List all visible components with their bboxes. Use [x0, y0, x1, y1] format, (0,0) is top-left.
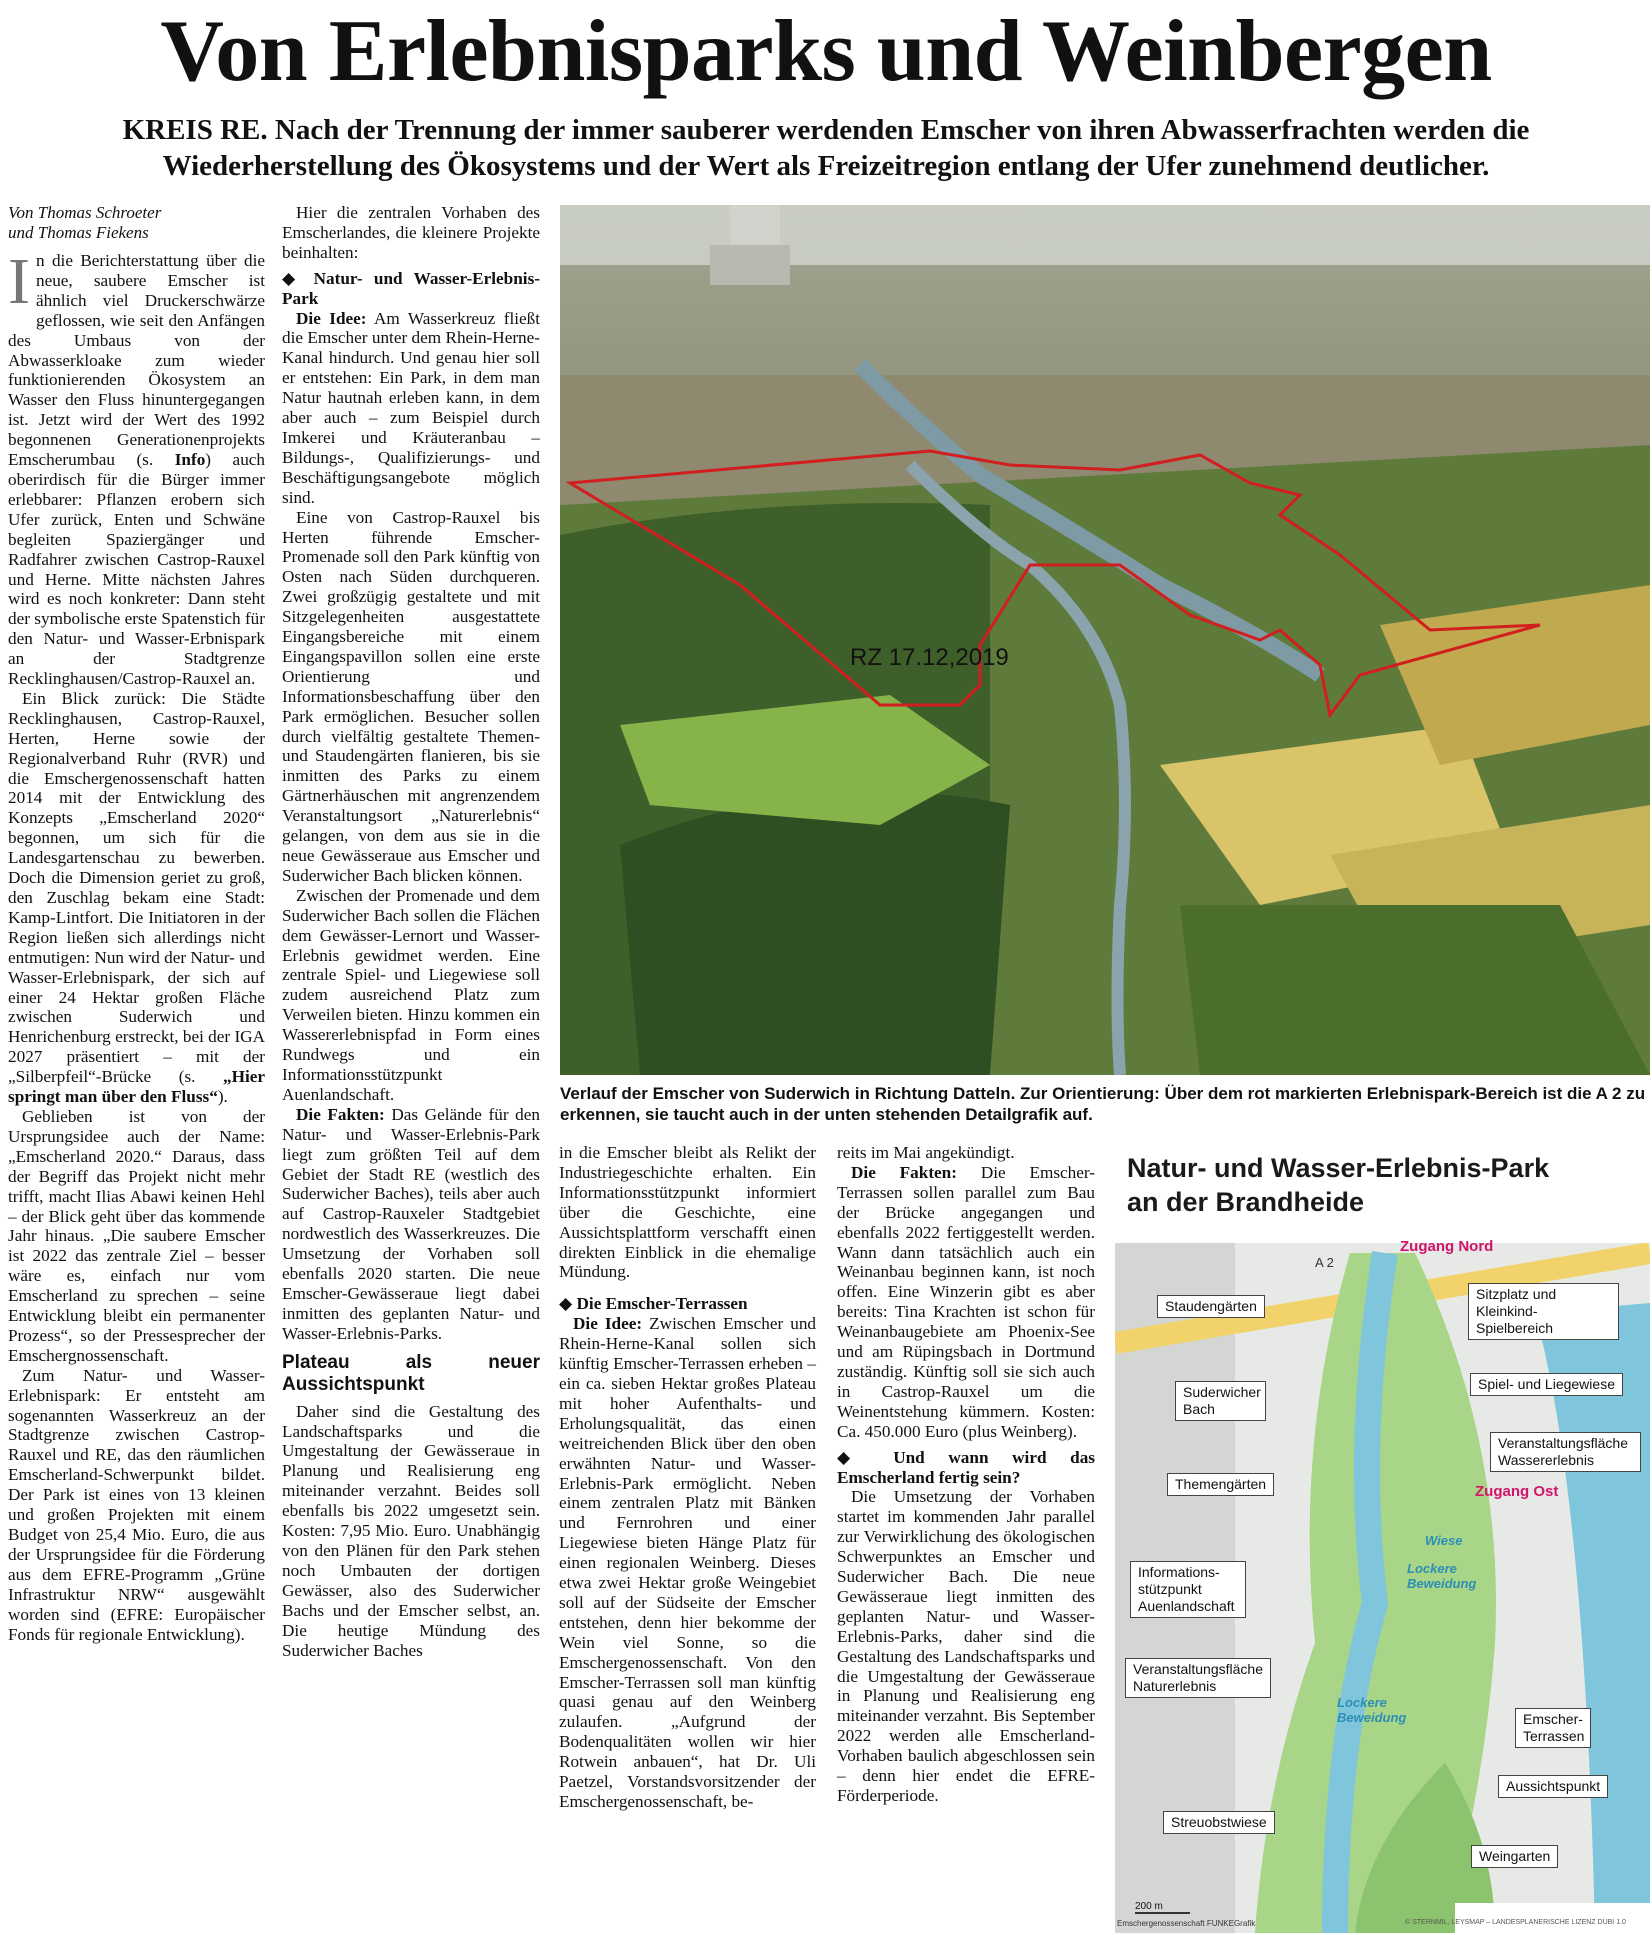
park-map	[1115, 1143, 1650, 1933]
map-source: © STERNMIL, LEYSMAP – LANDESPLANERISCHE LIZENZ DUBI 1.0	[1405, 1919, 1626, 1926]
zugang-ost-label: Zugang Ost	[1475, 1483, 1559, 1500]
label-weingarten: Weingarten	[1471, 1845, 1558, 1868]
label-spielwiese: Spiel- und Liegewiese	[1470, 1373, 1623, 1396]
map-credit: Emschergenossenschaft FUNKEGrafik	[1117, 1919, 1256, 1928]
label-themengaerten: Themengärten	[1167, 1473, 1274, 1496]
subheading: Plateau als neuer Aussichtspunkt	[282, 1351, 540, 1395]
section-heading: ◆ Die Emscher-Terrassen	[559, 1294, 748, 1314]
scale-bar: 200 m	[1135, 1901, 1190, 1914]
label-sitzplatz: Sitzplatz und Kleinkind-Spielbereich	[1468, 1283, 1619, 1340]
label-streuobstwiese: Streuobstwiese	[1163, 1811, 1275, 1834]
paragraph: Die Idee: Am Wasserkreuz fließt die Emscher unter dem Rhein-Herne-Kanal hindurch. Und genau hier soll er entstehen: Ein Park, in dem man Natur hautnah erleben kann, in dem aber auch – zum Beispiel durch Imkerei und Kräuteranbau – Bildungs-, Qualifizierungs- und Beschäftigungsangebote möglich sind.	[282, 308, 540, 507]
aerial-photo	[560, 205, 1650, 1075]
paragraph: Ein Blick zurück: Die Städte Recklinghausen, Castrop-Rauxel, Herten, Herne sowie der Regionalverband Ruhr (RVR) und die Emschergenossenschaft hatten 2014 mit der Entwicklung des Konzepts „Emscherland 2020“ begonnen, um sich für die Landesgartenschau zu bewerben. Doch die Dimension geriet zu groß, den Zuschlag bekam eine Stadt: Kamp-Lintfort. Die Initiatoren in der Region ließen sich allerdings nicht entmutigen: Nun wird der Natur- und Wasser-Erlebnispark, der sich auf einer 24 Hektar großen Fläche zwischen Suderwich und Henrichenburg erstreckt, bei der IGA 2027 präsentiert – mit der „Silberpfeil“-Brücke (s. „Hier springt man über den Fluss“).	[8, 688, 265, 1107]
wiese-label: Wiese	[1425, 1533, 1463, 1548]
column-3	[559, 1143, 816, 1812]
column-4	[837, 1143, 1095, 1806]
author-line-1: Von Thomas Schroeter	[8, 203, 162, 222]
map-title-line-1: Natur- und Wasser-Erlebnis-Park	[1127, 1153, 1550, 1183]
paragraph: Die Fakten: Die Emscher-Terrassen sollen parallel zum Bau der Brücke angegangen und ebenfalls 2022 fertiggestellt werden. Wann dann tatsächlich auch ein Weinanbau beginnen kann, ist noch offen. Eine Winzerin gibt es aber bereits: Tina Krachten ist schon für Weinanbaugebiete am Phoenix-See und am Rüpingsbach in Dortmund zuständig. Künftig soll sie sich auch in Castrop-Rauxel um die Weinentstehung kümmern. Kosten: Ca. 450.000 Euro (plus Weinberg).	[837, 1162, 1096, 1441]
paragraph: Zum Natur- und Wasser-Erlebnispark: Er entsteht am sogenannten Wasserkreuz an der Stadtgrenze zwischen Castrop-Rauxel und RE, das den räumlichen Emscherland-Schwerpunkt bildet. Der Park ist eines von 13 kleinen und großen Projekten mit einem Budget von 25,4 Mio. Euro, die aus der Ursprungsidee für die Förderung aus dem EFRE-Programm „Grüne Infrastruktur NRW“ ausgewählt worden sind (EFRE: Europäischer Fonds für regionale Entwicklung).	[8, 1365, 265, 1644]
lockere-beweidung-1: Lockere Beweidung	[1407, 1561, 1477, 1591]
paragraph: Geblieben ist von der Ursprungsidee auch der Name: „Emscherland 2020.“ Daraus, dass der Begriff das Projekt nicht mehr trifft, macht Ilias Abawi keinen Hehl – der Blick geht über das kommende Jahr hinaus. „Die saubere Emscher ist 2022 das zentrale Ziel – besser wäre es, einfach nur vom Emscherland zu sprechen – seine Entwicklung bleibt ein permanenter Prozess“, so der Pressesprecher der Emschergnossenschaft.	[8, 1106, 265, 1365]
drop-cap: I	[8, 245, 30, 318]
label-suderwicher-bach: Suderwicher Bach	[1175, 1381, 1266, 1421]
road-label: A 2	[1315, 1255, 1334, 1270]
paragraph: Die Fakten: Das Gelände für den Natur- und Wasser-Erlebnis-Park liegt zum größten Teil auf dem Gebiet der Stadt RE (westlich des Suderwicher Baches), teils aber auch auf Castrop-Rauxeler Stadtgebiet nordwestlich des Wasserkreuzes. Die Umsetzung der Vorhaben soll ebenfalls 2020 starten. Die neue Emscher-Gewässeraue liegt dabei inmitten des geplanten Natur- und Wasser-Erlebnis-Parks.	[282, 1104, 540, 1343]
map-title-line-2: an der Brandheide	[1127, 1187, 1365, 1217]
label-staudengaerten: Staudengärten	[1157, 1295, 1265, 1318]
lockere-beweidung-2: Lockere Beweidung	[1337, 1695, 1407, 1725]
section-heading: ◆ Und wann wird das Emscherland fertig sein?	[837, 1447, 1095, 1487]
zugang-nord-label: Zugang Nord	[1400, 1238, 1494, 1255]
label-veranstaltung-natur: Veranstaltungsfläche Naturerlebnis	[1125, 1658, 1271, 1698]
label-infopunkt: Informations-stützpunkt Auenlandschaft	[1130, 1561, 1246, 1618]
paragraph: in die Emscher bleibt als Relikt der Industriegeschichte erhalten. Ein Informationsstützpunkt informiert über die Geschichte, eine Aussichtsplattform verschafft einen direkten Einblick in die ehemalige Mündung.	[559, 1143, 816, 1282]
label-veranstaltung-wasser: Veranstaltungsfläche Wassererlebnis	[1490, 1432, 1641, 1472]
paragraph: Die Idee: Zwischen Emscher und Rhein-Herne-Kanal sollen sich künftig Emscher-Terrassen erheben – ein ca. sieben Hektar großes Plateau mit hoher Aufenthalts- und Erholungsqualität, das einen weitreichenden Blick über den oben erwähnten Natur- und Wasser-Erlebnis-Park ermöglicht. Neben einem zentralen Platz mit Bänken und Fernrohren und einer Liegewiese bieten Hänge Platz für einen regionalen Weinberg. Dieses etwa zwei Hektar große Weingebiet soll auf der Südseite der Emscher entstehen, denn hier bekomme der Wein viel Sonne, so die Emschergenossenschaft. Von den Emscher-Terrassen soll man künftig quasi genau auf den Weinberg zulaufen. „Aufgrund der Bodenqualitäten wollen wir hier Rotwein anbauen“, hat Dr. Uli Paetzel, Vorstandsvorsitzender der Emschergenossenschaft, be-	[559, 1314, 817, 1811]
column-1	[8, 203, 265, 1644]
paragraph: Daher sind die Gestaltung des Landschaftsparks und die Umgestaltung der Gewässeraue in Planung und Realisierung eng miteinander verzahnt. Beides soll ebenfalls bis 2022 umgesetzt sein. Kosten: 7,95 Mio. Euro. Unabhängig von den Plänen für den Park stehen noch Umbauten der dortigen Gewässer, also des Suderwicher Bachs und der Emscher selbst, an. Die heutige Mündung des Suderwicher Baches	[282, 1401, 540, 1660]
photo-caption: Verlauf der Emscher von Suderwich in Richtung Datteln. Zur Orientierung: Über dem rot markierten Erlebnispark-Bereich ist die A 2 zu erkennen, sie taucht auch in der unten stehenden Detailgrafik auf.	[560, 1084, 1646, 1124]
paragraph: reits im Mai angekündigt.	[837, 1143, 1015, 1162]
paragraph: In die Berichterstattung über die neue, saubere Emscher ist ähnlich viel Druckerschwärze geflossen, wie seit den Anfängen des Umbaus von der Abwasserkloake zum wieder funktionierenden Ökosystem an Wasser den Fluss hinuntergegangen ist. Jetzt wird der Wert des 1992 begonnenen Generationenprojekts Emscherumbau (s. Info) auch oberirdisch für die Bürger immer erlebbarer: Pflanzen erobern sich Ufer zurück, Enten und Schwäne begleiten Spaziergänger und Radfahrer zwischen Castrop-Rauxel und Herne. Mitte nächsten Jahres wird es noch konkreter: Dann steht der symbolische erste Spatenstich für den Natur- und Wasser-Erbnispark an der Stadtgrenze Recklinghausen/Castrop-Rauxel an.	[8, 245, 266, 689]
photo-stamp: RZ 17.12,2019	[850, 644, 1009, 671]
paragraph: Zwischen der Promenade und dem Suderwicher Bach sollen die Flächen dem Gewässer-Lernort und Wasser-Erlebnis gewidmet werden. Eine zentrale Spiel- und Liegewiese soll zudem ausreichend Platz zum Verweilen bieten. Hinzu kommen ein Wassererlebnispfad in Form eines Rundwegs und ein Informationsstützpunkt Auenlandschaft.	[282, 885, 540, 1104]
lead-paragraph: KREIS RE. Nach der Trennung der immer sauberer werdenden Emscher von ihren Abwasserfrachten werden die Wiederherstellung des Ökosystems und der Wert als Freizeitregion entlang der Ufer zunehmend deutlicher.	[122, 114, 1530, 182]
label-aussichtspunkt: Aussichtspunkt	[1498, 1775, 1608, 1798]
column-2	[282, 203, 540, 1660]
paragraph: Die Umsetzung der Vorhaben startet im kommenden Jahr parallel zur Verwirklichung des ökologischen Schwerpunktes an Emscher und Suderwicher Bach. Die neue Gewässeraue liegt inmitten des geplanten Natur- und Wasser-Erlebnis-Parks, daher sind die Gestaltung des Landschaftsparks und die Umgestaltung der Gewässeraue in Planung und Realisierung eng miteinander verzahnt. Bis September 2022 werden alle Emscherland-Vorhaben baulich abgeschlossen sein – denn hier endet die EFRE-Förderperiode.	[837, 1487, 1095, 1805]
author-line-2: und Thomas Fiekens	[8, 223, 149, 242]
paragraph: Hier die zentralen Vorhaben des Emscherlandes, die kleinere Projekte beinhalten:	[282, 203, 540, 262]
headline: Von Erlebnisparks und Weinbergen	[160, 3, 1492, 100]
section-heading: ◆ Natur- und Wasser-Erlebnis-Park	[282, 268, 540, 308]
paragraph: Eine von Castrop-Rauxel bis Herten führende Emscher-Promenade soll den Park künftig von Osten nach Süden durchqueren. Zwei großzügig gestaltete und mit Sitzgelegenheiten ausgestattete Eingangsbereiche mit einem Eingangspavillon sollen eine erste Orientierung und Informationsbeschaffung über den Park ermöglichen. Besucher sollen durch vielfältig gestaltete Themen- und Staudengärten flanieren, bis sie inmitten des Parks zu einem Gärtnerhäuschen mit angrenzendem Veranstaltungsort „Naturerlebnis“ gelangen, von dem aus sie in die neue Gewässeraue aus Emscher und Suderwicher Bach blicken können.	[282, 507, 540, 885]
label-terrassen: Emscher-Terrassen	[1515, 1708, 1591, 1748]
aerial-photo-illustration	[560, 205, 1650, 1075]
